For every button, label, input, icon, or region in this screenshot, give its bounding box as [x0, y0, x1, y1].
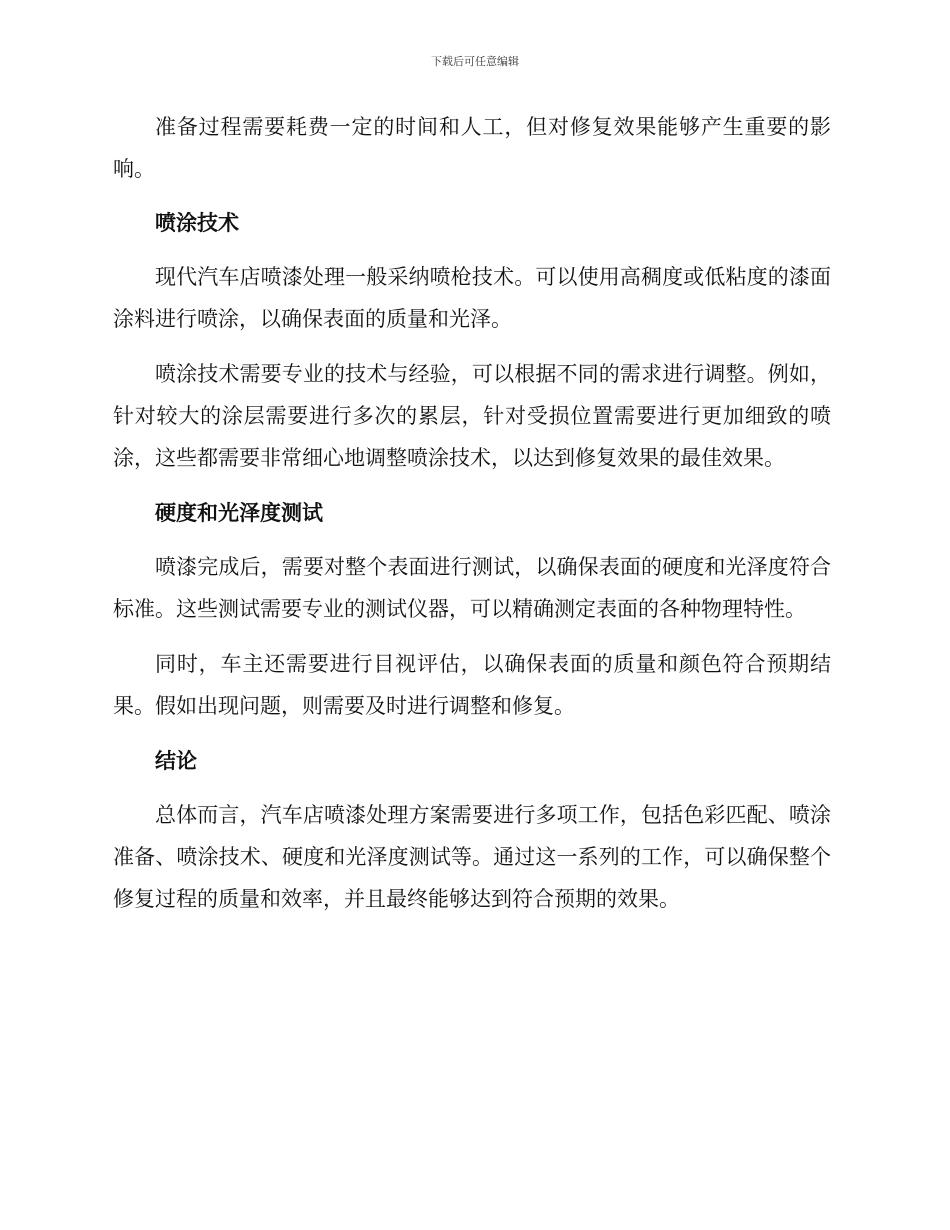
spray-paragraph-2: 喷涂技术需要专业的技术与经验，可以根据不同的需求进行调整。例如，针对较大的涂层需要进行多次的累层，针对受损位置需要进行更加细致的喷涂，这些都需要非常细心地调整喷涂技术，以达到修复效果的最佳效果。 [113, 362, 831, 470]
section-heading-spray: 喷涂技术 [155, 211, 239, 235]
spray-paragraph-1: 现代汽车店喷漆处理一般采纳喷枪技术。可以使用高稠度或低粘度的漆面涂料进行喷涂，以确保表面的质量和光泽。 [113, 265, 831, 331]
document-body [113, 106, 831, 933]
testing-paragraph-1: 喷漆完成后，需要对整个表面进行测试，以确保表面的硬度和光泽度符合标准。这些测试需要专业的测试仪器，可以精确测定表面的各种物理特性。 [113, 555, 831, 621]
conclusion-paragraph: 总体而言，汽车店喷漆处理方案需要进行多项工作，包括色彩匹配、喷涂准备、喷涂技术、硬度和光泽度测试等。通过这一系列的工作，可以确保整个修复过程的质量和效率，并且最终能够达到符合预期的效果。 [113, 803, 831, 911]
page-header-note: 下载后可任意编辑 [431, 55, 519, 68]
testing-paragraph-2: 同时，车主还需要进行目视评估，以确保表面的质量和颜色符合预期结果。假如出现问题，则需要及时进行调整和修复。 [113, 652, 831, 718]
section-heading-testing: 硬度和光泽度测试 [155, 501, 323, 525]
intro-paragraph: 准备过程需要耗费一定的时间和人工，但对修复效果能够产生重要的影响。 [113, 115, 831, 181]
section-heading-conclusion: 结论 [155, 749, 197, 773]
